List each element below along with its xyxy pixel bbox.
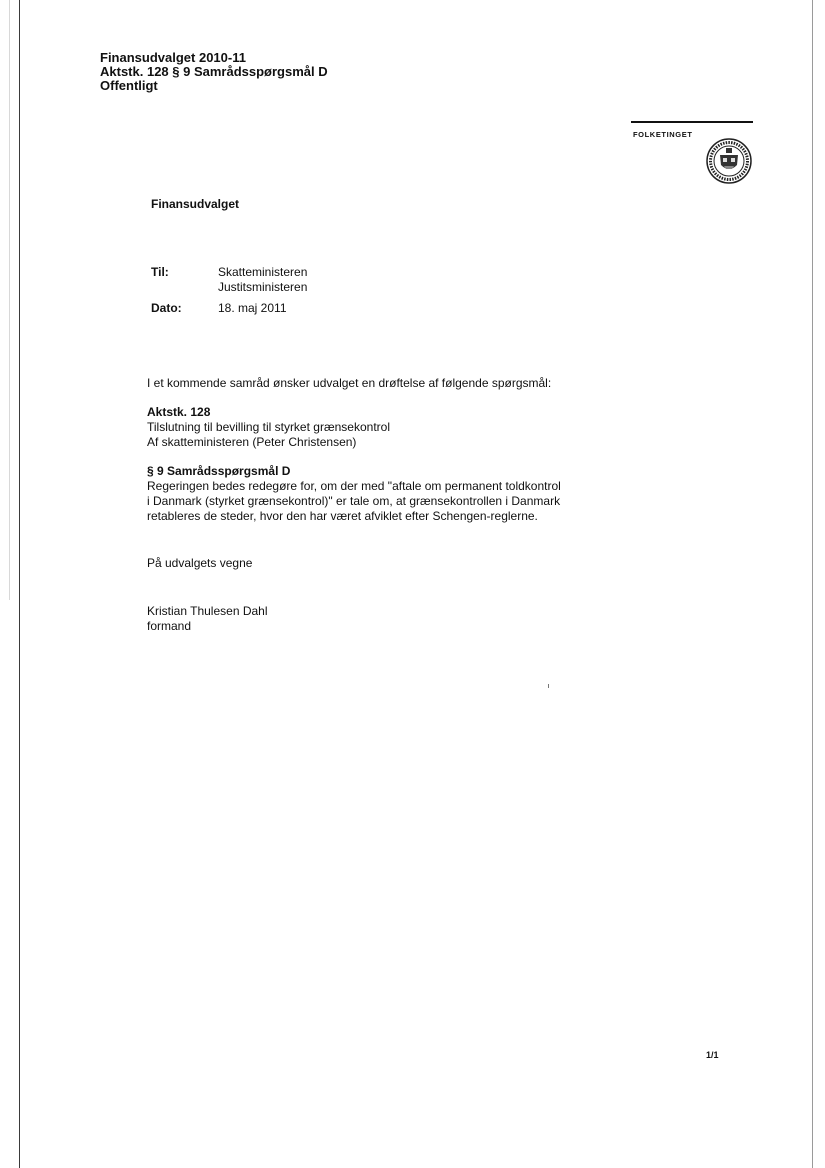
logo-rule bbox=[631, 121, 753, 123]
page-number: 1/1 bbox=[706, 1050, 719, 1060]
date-label: Dato: bbox=[151, 301, 182, 315]
scan-edge-right bbox=[812, 0, 813, 1168]
signature-block bbox=[147, 604, 587, 634]
header-case-reference: Aktstk. 128 § 9 Samrådsspørgsmål D bbox=[100, 64, 328, 79]
section-aktstk-heading: Aktstk. 128 bbox=[147, 405, 211, 419]
committee-name: Finansudvalget bbox=[151, 197, 240, 211]
section-samraad-line: i Danmark (styrket grænsekontrol)" er tale om, at grænsekontrollen i Danmark bbox=[147, 494, 561, 508]
to-value-1: Skatteministeren bbox=[218, 265, 308, 279]
date-value: 18. maj 2011 bbox=[218, 301, 287, 315]
section-aktstk bbox=[147, 405, 587, 450]
section-samraad-line: retableres de steder, hvor den har været afviklet efter Schengen-reglerne. bbox=[147, 509, 538, 523]
intro-text: I et kommende samråd ønsker udvalget en drøftelse af følgende spørgsmål: bbox=[147, 376, 552, 390]
section-samraad-heading: § 9 Samrådsspørgsmål D bbox=[147, 464, 291, 478]
logo-text: FOLKETINGET bbox=[633, 130, 693, 139]
document-header bbox=[100, 51, 328, 93]
signature-name: Kristian Thulesen Dahl bbox=[147, 604, 268, 618]
section-samraad-line: Regeringen bedes redegøre for, om der med "aftale om permanent toldkontrol bbox=[147, 479, 561, 493]
to-value-2: Justitsministeren bbox=[218, 280, 308, 294]
scan-edge-left bbox=[19, 0, 20, 1168]
header-committee-year: Finansudvalget 2010-11 bbox=[100, 50, 246, 65]
section-samraad bbox=[147, 464, 607, 524]
scan-edge-faint bbox=[9, 0, 10, 600]
header-status: Offentligt bbox=[100, 78, 158, 93]
folketinget-seal-icon bbox=[705, 137, 753, 185]
closing-text: På udvalgets vegne bbox=[147, 556, 253, 570]
to-label: Til: bbox=[151, 265, 169, 279]
section-aktstk-line: Tilslutning til bevilling til styrket grænsekontrol bbox=[147, 420, 390, 434]
signature-title: formand bbox=[147, 619, 192, 633]
scan-speck bbox=[548, 684, 549, 688]
section-aktstk-line: Af skatteministeren (Peter Christensen) bbox=[147, 435, 357, 449]
